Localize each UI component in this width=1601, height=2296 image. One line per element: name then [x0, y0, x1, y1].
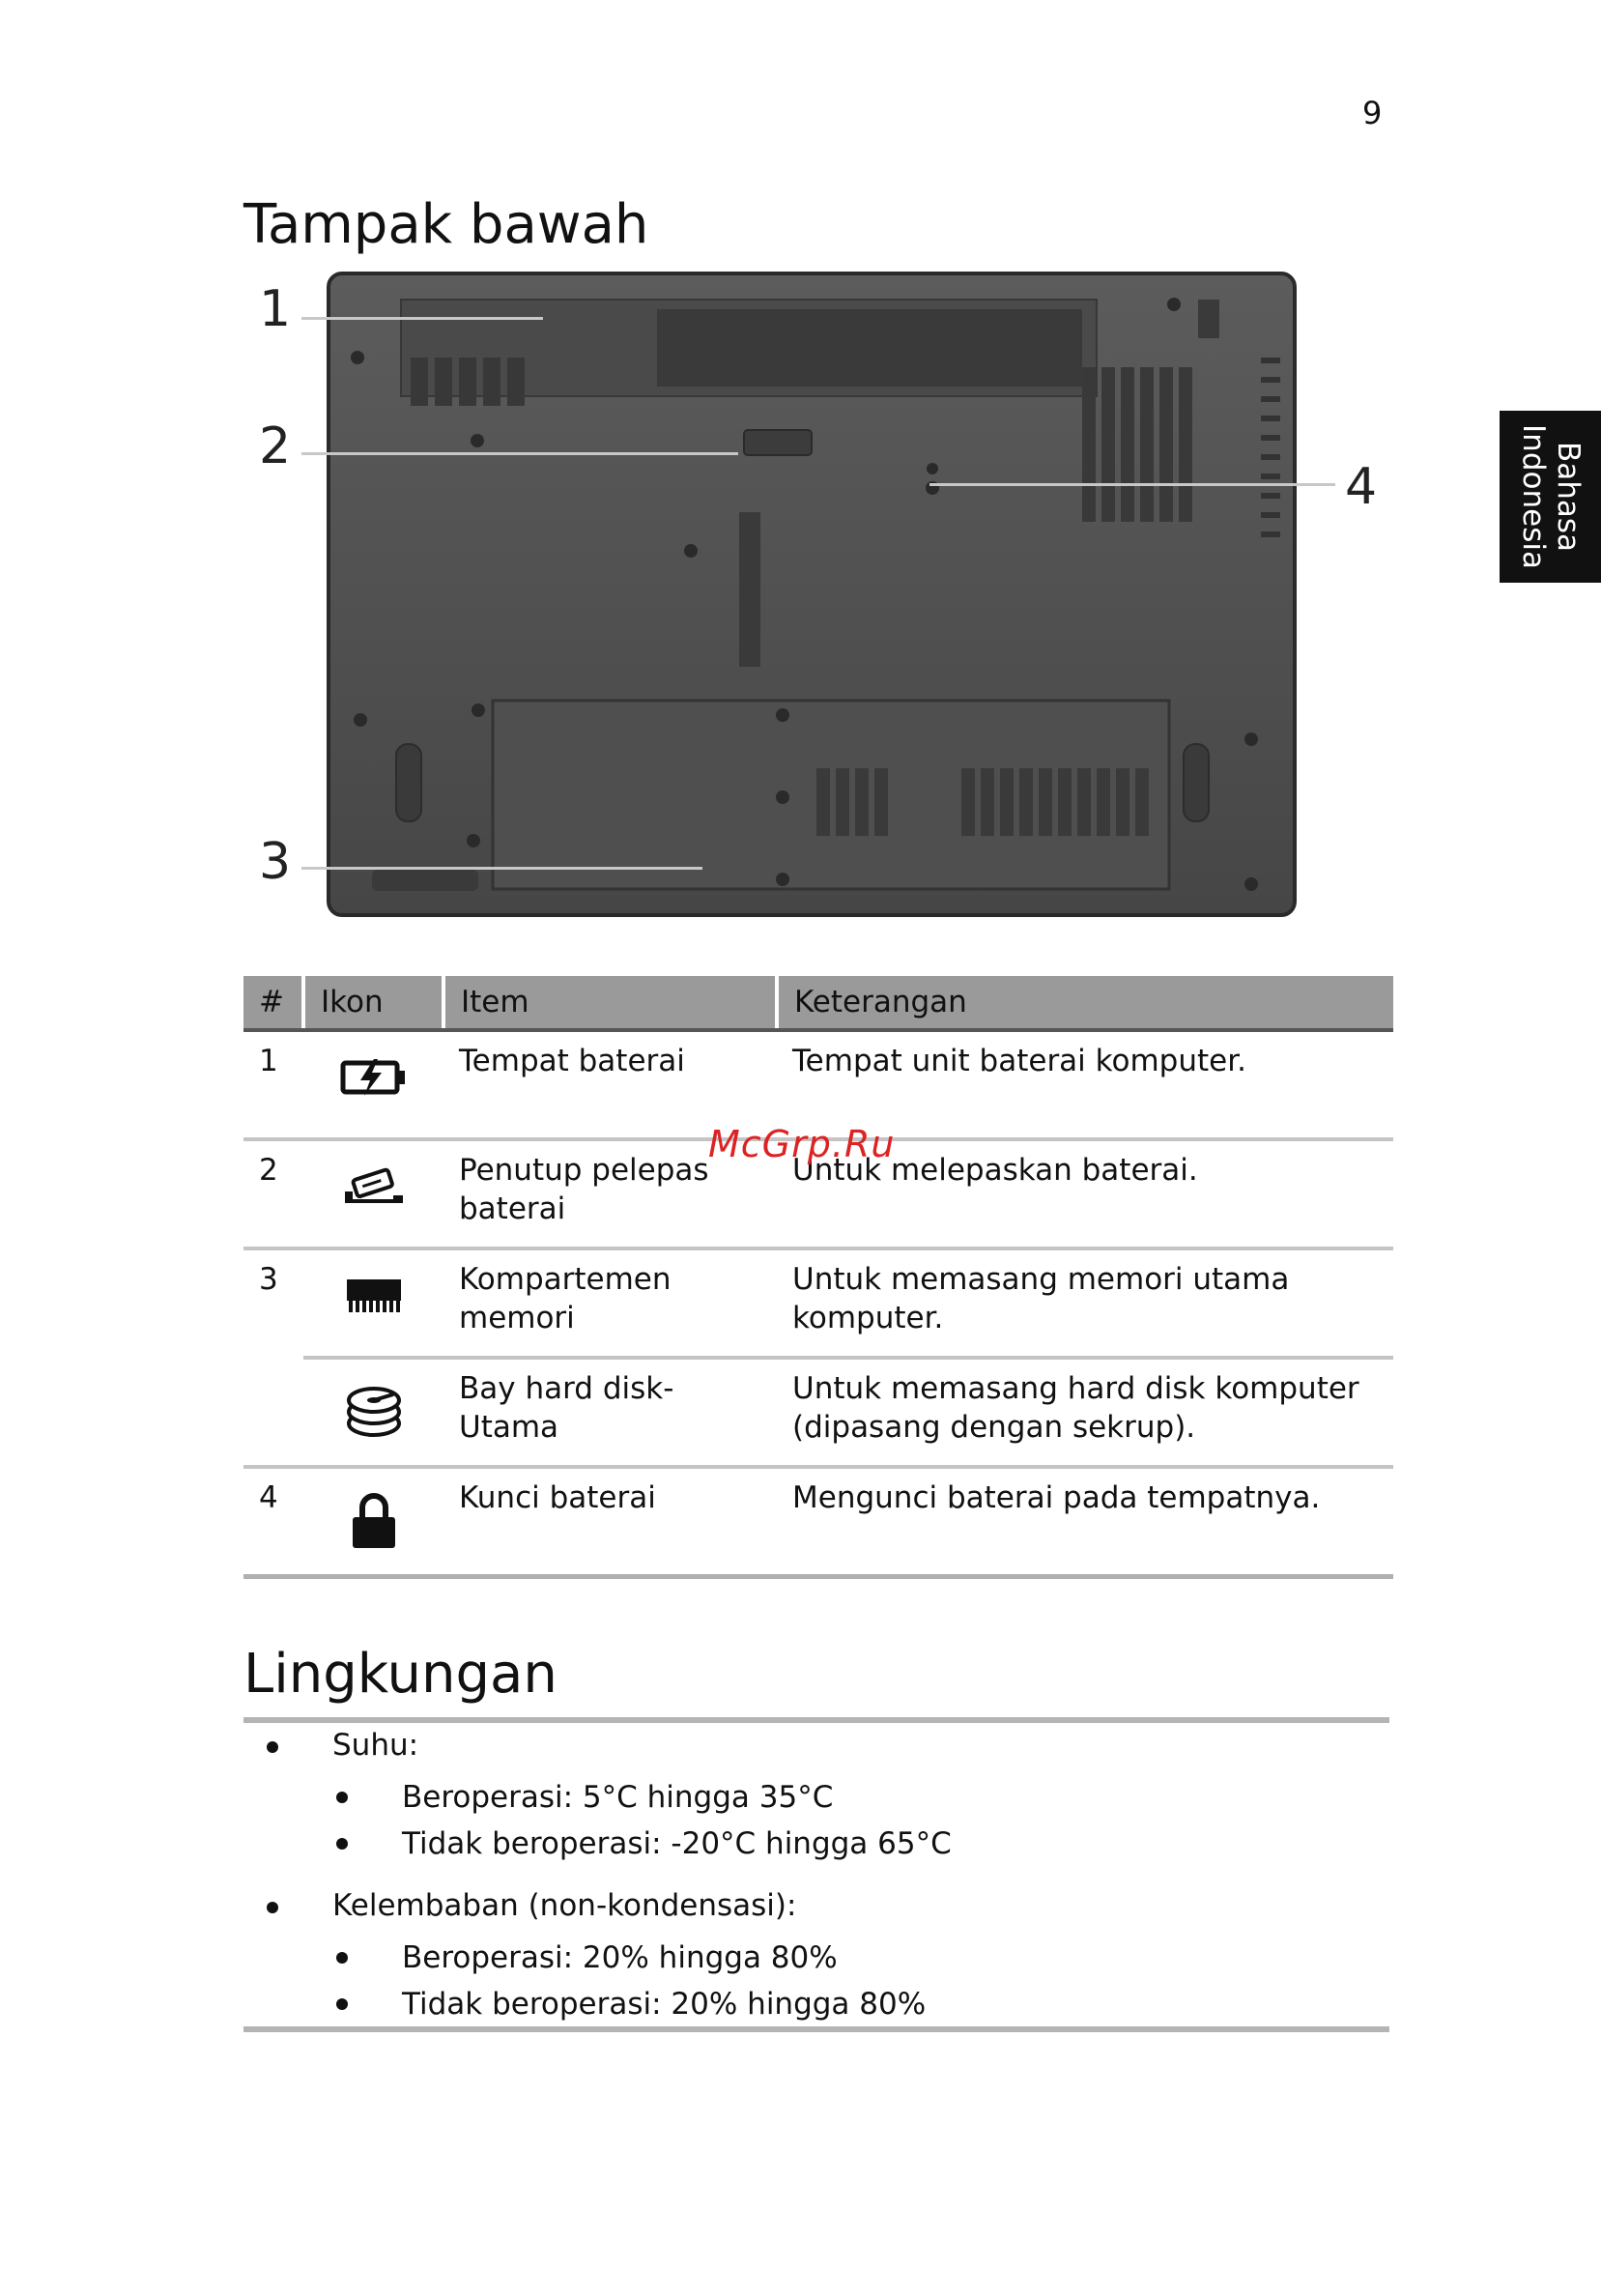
language-tab-line1: Bahasa	[1550, 441, 1586, 553]
callout-3: 3	[259, 833, 292, 891]
laptop-bottom-figure	[242, 271, 1401, 928]
environment-list	[243, 1720, 1389, 2027]
list-subitem-label: Tidak beroperasi: 20% hingga 80%	[402, 1987, 927, 2022]
list-item	[243, 1720, 1389, 1774]
list-subitem-label: Beroperasi: 5°C hingga 35°C	[402, 1780, 834, 1815]
page-number: 9	[1362, 95, 1383, 131]
table-row	[243, 1467, 1393, 1576]
callout-2-leader	[301, 452, 738, 455]
components-table	[243, 976, 1393, 1579]
list-item-label: Kelembaban (non-kondensasi):	[332, 1888, 797, 1923]
section-rule-bottom	[243, 2026, 1389, 2032]
callout-1: 1	[259, 280, 292, 338]
table-row	[243, 1358, 1393, 1467]
language-tab	[1500, 411, 1601, 583]
section-title-bottom-view: Tampak bawah	[243, 193, 649, 256]
row-item: Bay hard disk-Utama	[443, 1358, 777, 1467]
row-number: 3	[259, 1262, 278, 1297]
header-icon: Ikon	[303, 976, 443, 1030]
list-subitem	[243, 1935, 1389, 1981]
list-subitem-label: Tidak beroperasi: -20°C hingga 65°C	[402, 1826, 952, 1861]
row-item: Kompartemen memori	[443, 1248, 777, 1358]
bullet	[336, 1952, 348, 1964]
row-description: Tempat unit baterai komputer.	[777, 1030, 1393, 1139]
row-item: Penutup pelepas baterai	[443, 1139, 777, 1248]
language-tab-line2: Indonesia	[1515, 424, 1551, 569]
header-number: #	[243, 976, 303, 1030]
table-header-row	[243, 976, 1393, 1030]
list-subitem	[243, 1821, 1389, 1867]
bullet	[267, 1902, 278, 1913]
row-number: 4	[243, 1467, 303, 1576]
memory-module-icon	[339, 1272, 409, 1318]
list-subitem-label: Beroperasi: 20% hingga 80%	[402, 1940, 838, 1975]
header-description: Keterangan	[777, 976, 1393, 1030]
section-title-environment: Lingkungan	[243, 1643, 557, 1706]
row-item: Tempat baterai	[443, 1030, 777, 1139]
callout-3-leader	[301, 867, 702, 870]
callout-4: 4	[1345, 458, 1378, 516]
table-row	[243, 1248, 1393, 1358]
watermark-text: McGrp.Ru	[708, 1123, 896, 1165]
battery-release-icon	[339, 1162, 409, 1209]
callout-2: 2	[259, 417, 292, 475]
list-subitem	[243, 1774, 1389, 1821]
row-description: Untuk memasang memori utama komputer.	[777, 1248, 1393, 1358]
row-description: Mengunci baterai pada tempatnya.	[777, 1467, 1393, 1576]
bullet	[336, 1998, 348, 2010]
hard-disk-icon	[339, 1381, 409, 1439]
lock-icon	[339, 1490, 409, 1552]
list-item-label: Suhu:	[332, 1728, 419, 1763]
row-item: Kunci baterai	[443, 1467, 777, 1576]
row-description: Untuk memasang hard disk komputer (dipasang dengan sekrup).	[777, 1358, 1393, 1467]
row-number: 1	[243, 1030, 303, 1139]
bullet	[267, 1741, 278, 1753]
list-subitem	[243, 1981, 1389, 2027]
laptop-bottom-drawing	[242, 271, 1401, 928]
list-item	[243, 1880, 1389, 1935]
header-item: Item	[443, 976, 777, 1030]
row-number	[243, 1358, 303, 1467]
row-number: 2	[243, 1139, 303, 1248]
bullet	[336, 1792, 348, 1803]
bullet	[336, 1838, 348, 1850]
callout-4-leader	[929, 483, 1335, 486]
callout-1-leader	[301, 317, 543, 320]
battery-charge-icon	[339, 1053, 409, 1100]
row-description: Untuk melepaskan baterai.	[777, 1139, 1393, 1248]
